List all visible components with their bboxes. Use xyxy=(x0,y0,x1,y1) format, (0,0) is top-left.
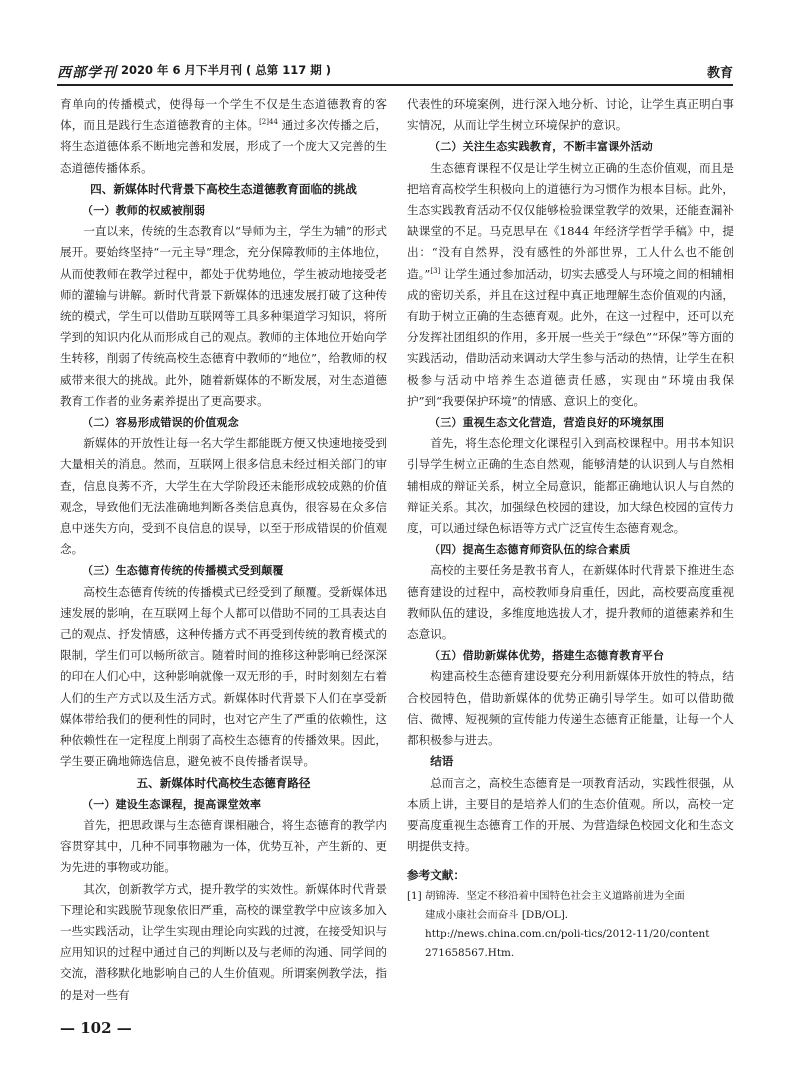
reference-item: [1] 胡锦涛．坚定不移沿着中国特色社会主义道路前进为全面 建成小康社会而奋斗 [DB/OL]. http://news.china.com.cn/poli-tics/2012-11/20/content 271658567.Htm. xyxy=(407,887,734,963)
paragraph: 生态德育课程不仅是让学生树立正确的生态价值观，而且是把培育高校学生积极向上的道德行为习惯作为根本目标。此外，生态实践教育活动不仅仅能够检验课堂教学的效果，还能查漏补缺课堂的不足。马克思早在《1844 年经济学哲学手稿》中，提出：“没有自然界，没有感性的外部世界，工人什么也不能创造。”[3] 让学生通过参加活动，切实去感受人与环境之间的相辅相成的密切关系，并且在这过程中真正地理解生态价值观的内涵，有助于树立正确的生态德育观。此外，在这一过程中，还可以充分发挥社团组织的作用，多开展一些关于“绿色”“环保”等方面的实践活动，借助活动来调动大学生参与活动的热情，让学生在积极参与活动中培养生态道德责任感，实现由“环境由我保护”到“我要保护环境”的情感、意识上的变化。 xyxy=(407,160,734,408)
reference-url: http://news.china.com.cn/poli-tics/2012-11/20/content xyxy=(425,927,710,940)
paragraph: 育单向的传播模式，使得每一个学生不仅是生态道德教育的客体，而且是践行生态道德教育的主体。$^{[2]44}$ 通过多次传播之后，将生态道德体系不断地完善和发展，形成了一个庞大又完善的生态道德传播体系。 xyxy=(60,97,387,175)
section-heading: 四、新媒体时代背景下高校生态道德教育面临的挑战 xyxy=(90,181,357,196)
paragraph: 其次，创新教学方式，提升教学的实效性。新媒体时代背景下理论和实践脱节现象依旧严重，高校的课堂教学中应该多加入一些实践活动，让学生实现由理论向实践的过渡，在接受知识与应用知识的过程中通过自己的判断以及与老师的沟通、同学间的交流，潜移默化地影响自己的人生价值观。所谓案例教学法，指的是对一些有 xyxy=(60,881,387,1002)
paragraph: 首先，把思政课与生态德育课相融合，将生态德育的教学内容贯穿其中，几种不同事物融为一体，优势互补，产生新的、更为先进的事物或功能。 xyxy=(60,817,387,875)
header-rule xyxy=(57,84,733,86)
subsection-heading: （三）重视生态文化营造，营造良好的环境氛围 xyxy=(429,416,665,430)
conclusion-heading: 结语 xyxy=(430,754,454,769)
subsection-heading: （五）借助新媒体优势，搭建生态德育教育平台 xyxy=(429,649,665,663)
citation: [3] xyxy=(430,266,441,275)
subsection-heading: （三）生态德育传统的传播模式受到颠覆 xyxy=(82,564,284,578)
paragraph: 代表性的环境案例，进行深入地分析、讨论，让学生真正明白事实情况，从而让学生树立环境保护的意识。 xyxy=(407,97,734,133)
reference-number: [1] xyxy=(407,889,422,902)
subsection-heading: （四）提高生态德育师资队伍的综合素质 xyxy=(429,543,631,557)
issue-info: 2020 年 6 月下半月刊 ( 总第 117 期 ) xyxy=(121,63,332,77)
section-heading: 五、新媒体时代高校生态德育路径 xyxy=(136,775,311,790)
subsection-heading: （二）容易形成错误的价值观念 xyxy=(82,416,239,430)
subsection-heading: （一）建设生态课程，提高课堂效率 xyxy=(82,797,262,811)
paragraph: 高校生态德育传统的传播模式已经受到了颠覆。受新媒体迅速发展的影响，在互联网上每个人都可以借助不同的工具表达自己的观点、抒发情感，这种传播方式不再受到传统的教育模式的限制，学生们可以畅所欲言。随着时间的推移这种影响已经深深的印在人们心中，这种影响就像一双无形的手，时时刻刻左右着人们的生产方式以及生活方式。新媒体时代背景下人们在享受新媒体带给我们的便利性的同时，也对它产生了严重的依赖性，这种依赖性在一定程度上削弱了高校生态德育的传播效果。因此，学生要正确地筛选信息，避免被不良传播者误导。 xyxy=(60,584,387,769)
paragraph: 一直以来，传统的生态教育以“导师为主，学生为辅”的形式展开。要始终坚持“一元主导”理念，充分保障教师的主体地位，从而使教师在教学过程中，都处于优势地位，学生被动地接受老师的灌输与讲解。新时代背景下新媒体的迅速发展打破了这种传统的模式，学生可以借助互联网等工具多种渠道学习知识，将所学到的知识内化从而形成自己的观点。教师的主体地位开始向学生转移，削弱了传统高校生态德育中教师的“地位”，给教师的权威带来很大的挑战。此外，随着新媒体的不断发展，对生态道德教育工作者的业务素养提出了更高要求。 xyxy=(60,224,387,408)
journal-logo: 西部学刊 xyxy=(57,65,117,81)
paragraph: 新媒体的开放性让每一名大学生都能既方便又快速地接受到大量相关的消息。然而，互联网上很多信息未经过相关部门的审查，信息良莠不齐，大学生在大学阶段还未能形成较成熟的价值观念，导致他们无法准确地判断各类信息真伪，很容易在众多信息中迷失方向，受到不良信息的误导，以至于形成错误的价值观念。 xyxy=(60,436,387,557)
paragraph: 总而言之，高校生态德育是一项教育活动，实践性很强，从本质上讲，主要目的是培养人们的生态价值观。所以，高校一定要高度重视生态德育工作的开展、为营造绿色校园文化和生态文明提供支持。 xyxy=(407,775,734,854)
left-column xyxy=(60,94,387,1006)
subsection-heading: （二）关注生态实践教育，不断丰富课外活动 xyxy=(429,140,653,154)
right-column xyxy=(407,94,734,963)
page-number: — 102 — xyxy=(60,1019,132,1037)
citation: [2]44 xyxy=(259,118,278,127)
section-tag: 教育 xyxy=(706,66,733,81)
subsection-heading: （一）教师的权威被削弱 xyxy=(82,204,206,218)
paragraph: 构建高校生态德育建设要充分利用新媒体开放性的特点，结合校园特色，借助新媒体的优势正确引导学生。如可以借助微信、微博、短视频的宣传能力传递生态德育正能量，让每一个人都积极参与进去。 xyxy=(407,669,734,748)
running-header xyxy=(57,62,733,80)
paragraph: 首先，将生态伦理文化课程引入到高校课程中。用书本知识引导学生树立正确的生态自然观，能够清楚的认识到人与自然相辅相成的辩证关系，树立全局意识，能都正确地认识人与自然的辩证关系。其次，加强绿色校园的建设，加大绿色校园的宣传力度，可以通过绿色标语等方式广泛宣传生态德育观念。 xyxy=(407,436,734,536)
paragraph: 高校的主要任务是教书育人，在新媒体时代背景下推进生态德育建设的过程中，高校教师身肩重任，因此，高校要高度重视教师队伍的建设，多维度地选拔人才，提升教师的道德素养和生态意识。 xyxy=(407,563,734,642)
references-heading: 参考文献： xyxy=(407,868,465,883)
